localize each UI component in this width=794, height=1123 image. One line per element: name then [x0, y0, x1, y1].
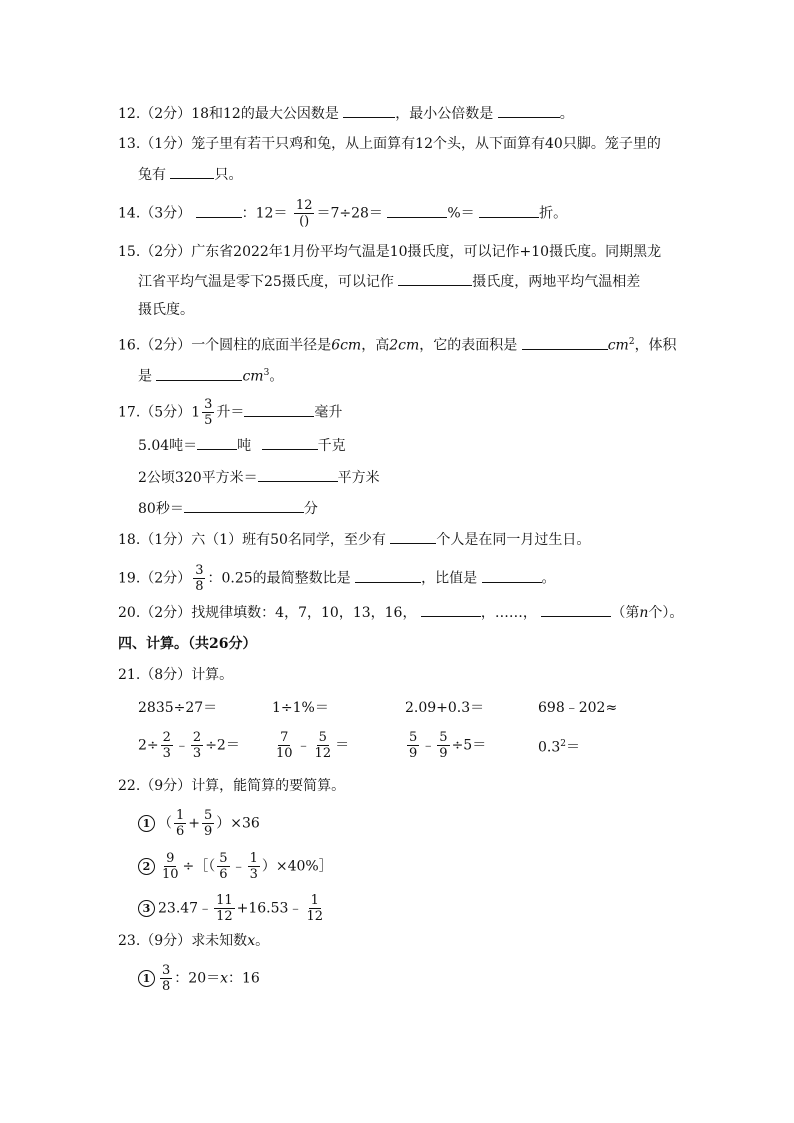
- calc-item: 1 $\frac{3}{8}$ ：20＝x：16: [138, 963, 260, 994]
- answer-blank[interactable]: [343, 103, 395, 118]
- question-14: 14.（3分） ：12＝ $\frac{12}{()}$ ＝7÷28＝ %＝ 折。: [118, 198, 568, 229]
- answer-blank[interactable]: [421, 602, 481, 617]
- answer-blank[interactable]: [479, 203, 539, 218]
- fraction: $\frac{1}{6}$: [176, 808, 185, 839]
- question-20: 20.（2分）找规律填数：4，7，10，13，16， ，……， （第n个）。: [118, 602, 683, 623]
- answer-blank[interactable]: [196, 203, 242, 218]
- fraction: $\frac{7}{10}$: [276, 730, 293, 761]
- fraction: $\frac{3}{8}$: [195, 563, 204, 594]
- answer-blank[interactable]: [398, 271, 472, 286]
- calc-item: 2.09+0.3＝: [405, 700, 485, 716]
- answer-blank[interactable]: [170, 164, 214, 179]
- fraction: $\frac{3}{5}$: [204, 397, 213, 428]
- fraction: $\frac{5}{9}$: [439, 730, 448, 761]
- question-22: 22.（9分）计算，能简算的要简算。: [118, 778, 346, 794]
- question-13-cont: 兔有 只。: [138, 164, 242, 185]
- answer-blank[interactable]: [541, 602, 611, 617]
- fraction: $\frac{5}{6}$: [219, 851, 228, 882]
- question-17: 17.（5分）1 $\frac{3}{5}$ 升＝ 毫升: [118, 397, 343, 428]
- calc-item: 2÷ $\frac{2}{3}$ ﹣ $\frac{2}{3}$ ÷2＝: [138, 730, 240, 761]
- fraction: $\frac{3}{8}$: [162, 963, 171, 994]
- calc-item: 2 $\frac{9}{10}$ ÷［（ $\frac{5}{6}$ ﹣ $\frac{1}{3}$ ）×40%］: [138, 851, 333, 882]
- question-15: 15.（2分）广东省2022年1月份平均气温是10摄氏度，可以记作+10摄氏度。同期黑龙: [118, 244, 662, 260]
- fraction: $\frac{9}{10}$: [162, 851, 179, 882]
- question-15-cont2: 摄氏度。: [138, 302, 194, 318]
- answer-blank[interactable]: [355, 568, 421, 583]
- fraction: $\frac{5}{9}$: [204, 808, 213, 839]
- item-marker: 1: [138, 815, 155, 832]
- question-13: 13.（1分）笼子里有若干只鸡和兔，从上面算有12个头，从下面算有40只脚。笼子里的: [118, 136, 661, 152]
- item-marker: 2: [138, 858, 155, 875]
- question-18: 18.（1分）六（1）班有50名同学，至少有 个人是在同一月过生日。: [118, 529, 590, 550]
- calc-item: 2835÷27＝: [138, 700, 218, 716]
- answer-blank[interactable]: [482, 568, 542, 583]
- answer-blank[interactable]: [390, 529, 436, 544]
- answer-blank[interactable]: [258, 467, 338, 482]
- question-21: 21.（8分）计算。: [118, 667, 234, 683]
- answer-blank[interactable]: [244, 402, 314, 417]
- calc-item: $0.3^2=$: [538, 739, 580, 756]
- answer-blank[interactable]: [156, 366, 242, 381]
- calc-item: 1 （ $\frac{1}{6}$ + $\frac{5}{9}$ ）×36: [138, 808, 260, 839]
- calc-item: 1÷1%＝: [272, 700, 329, 716]
- question-17-line2: 5.04吨＝ 吨 千克: [138, 435, 346, 456]
- fraction: $\frac{5}{9}$: [409, 730, 418, 761]
- item-marker: 3: [138, 900, 155, 917]
- calc-item: 698﹣202≈: [538, 700, 618, 716]
- question-23: 23.（9分）求未知数x。: [118, 933, 270, 949]
- section-heading: 四、计算。（共26分）: [118, 636, 257, 652]
- calc-item: $\frac{7}{10}$ ﹣ $\frac{5}{12}$ ＝: [276, 730, 350, 761]
- answer-blank[interactable]: [522, 335, 608, 350]
- fraction: $\frac{11}{12}$: [216, 893, 233, 924]
- item-marker: 1: [138, 970, 155, 987]
- question-17-line4: 80秒＝ 分: [138, 498, 318, 519]
- answer-blank[interactable]: [498, 103, 560, 118]
- question-16-cont: 是 $cm^3$。: [138, 363, 283, 387]
- question-12: 12.（2分）18和12的最大公因数是 ，最小公倍数是 。: [118, 103, 574, 124]
- answer-blank[interactable]: [184, 498, 304, 513]
- question-19: 19.（2分） $\frac{3}{8}$ ：0.25的最简整数比是 ，比值是 。: [118, 563, 556, 594]
- fraction: $\frac{5}{12}$: [314, 730, 332, 761]
- fraction: $\frac{2}{3}$: [162, 730, 171, 761]
- question-17-line3: 2公顷320平方米＝ 平方米: [138, 467, 380, 488]
- fraction: $\frac{2}{3}$: [192, 730, 202, 761]
- calc-item: $\frac{5}{9}$ ﹣ $\frac{5}{9}$ ÷5＝: [409, 730, 487, 761]
- answer-blank[interactable]: [387, 203, 447, 218]
- question-16: 16.（2分）一个圆柱的底面半径是6cm，高2cm，它的表面积是 $cm^2$，体积: [118, 332, 677, 356]
- fraction: $\frac{12}{()}$: [295, 198, 313, 229]
- fraction: $\frac{1}{12}$: [306, 893, 323, 924]
- answer-blank[interactable]: [262, 435, 318, 450]
- answer-blank[interactable]: [197, 435, 237, 450]
- question-15-cont: 江省平均气温是零下25摄氏度，可以记作 摄氏度，两地平均气温相差: [138, 271, 640, 292]
- calc-item: 3 23.47﹣ $\frac{11}{12}$ +16.53﹣ $\frac{1}{12}$: [138, 893, 327, 924]
- fraction: $\frac{1}{3}$: [249, 851, 258, 882]
